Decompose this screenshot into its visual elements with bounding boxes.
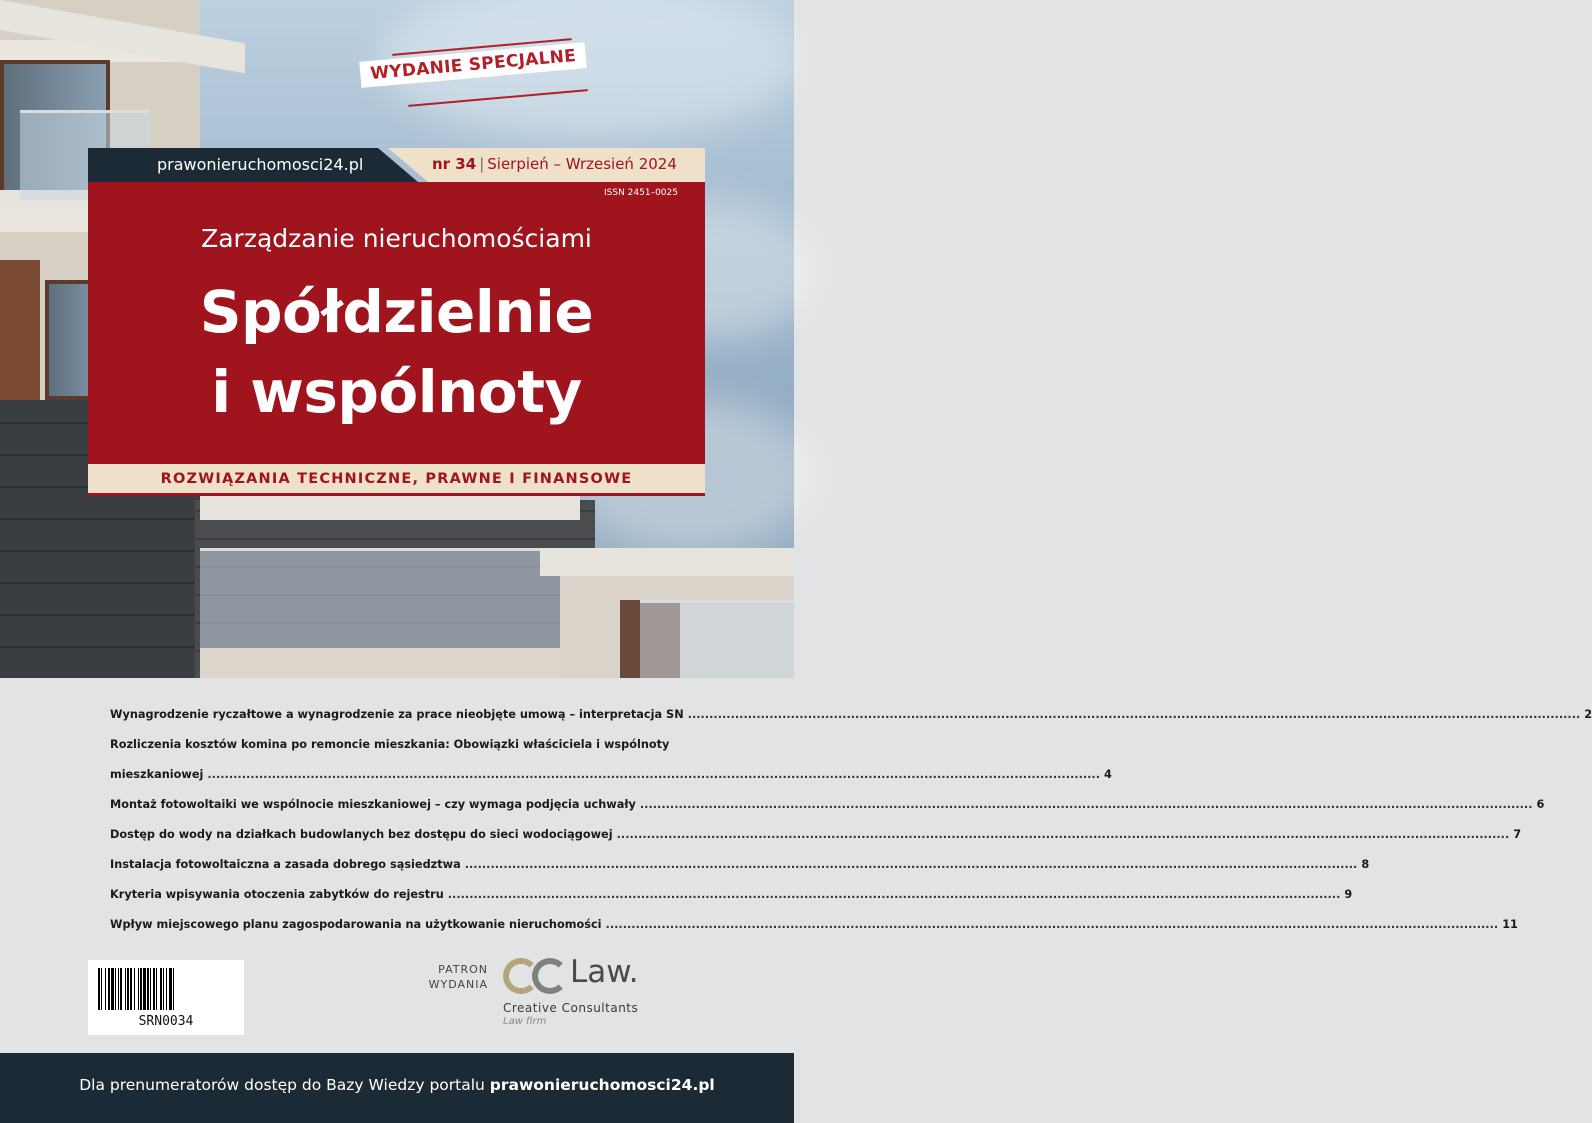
issue-number: nr 34	[432, 155, 477, 173]
special-edition-badge: WYDANIE SPECJALNE	[359, 42, 587, 88]
logo-law: Law.	[570, 954, 639, 990]
toc-title: Instalacja fotowoltaiczna a zasada dobrego sąsiedztwa	[110, 858, 461, 871]
toc-title: Wynagrodzenie ryczałtowe a wynagrodzenie za prace nieobjęte umową – interpretacja SN	[110, 708, 684, 721]
toc-leader	[640, 790, 1533, 820]
patron-label-line2: WYDANIA	[428, 978, 488, 991]
logo-c-icon	[532, 958, 568, 994]
toc-leader	[688, 700, 1581, 730]
toc-item[interactable]	[110, 880, 1353, 910]
toc-title: Dostęp do wody na działkach budowlanych bez dostępu do sieci wodociągowej	[110, 828, 613, 841]
toc-leader	[448, 880, 1341, 910]
toc-item[interactable]	[110, 910, 1518, 940]
barcode	[88, 960, 244, 1035]
toc-item[interactable]	[110, 850, 1370, 880]
toc-leader	[465, 850, 1358, 880]
issue-separator: |	[479, 155, 485, 173]
toc-page: 8	[1361, 858, 1370, 871]
issn: ISSN 2451–0025	[604, 188, 678, 198]
table-of-contents	[110, 700, 1592, 940]
toc-page: 11	[1502, 918, 1518, 931]
patron-label	[418, 962, 488, 992]
toc-page: 4	[1104, 768, 1112, 781]
footer-link[interactable]: prawonieruchomosci24.pl	[489, 1076, 715, 1094]
issue-info	[432, 155, 677, 173]
toc-item[interactable]	[110, 730, 684, 760]
logo-firm-name: Creative Consultants	[503, 1001, 639, 1015]
toc-title: Kryteria wpisywania otoczenia zabytków do rejestru	[110, 888, 444, 901]
toc-item[interactable]	[110, 790, 1545, 820]
toc-leader	[617, 820, 1510, 850]
kicker: Zarządzanie nieruchomościami	[201, 224, 592, 253]
toc-page: 6	[1536, 798, 1545, 811]
magazine-title-line2: i wspólnoty	[211, 358, 582, 426]
barcode-text: SRN0034	[138, 1014, 194, 1029]
magazine-title-line1: Spółdzielnie	[199, 278, 594, 346]
site-name: prawonieruchomosci24.pl	[157, 155, 364, 174]
patron-label-line1: PATRON	[438, 963, 488, 976]
barcode-stripe	[174, 968, 176, 1010]
toc-leader	[207, 760, 1100, 790]
toc-page: 7	[1513, 828, 1522, 841]
logo-tagline: Law firm	[503, 1016, 547, 1027]
toc-item[interactable]	[110, 700, 1592, 730]
toc-title: Wpływ miejscowego planu zagospodarowania na użytkowanie nieruchomości	[110, 918, 602, 931]
toc-leader	[606, 910, 1499, 940]
footer-message: Dla prenumeratorów dostęp do Bazy Wiedzy portalu	[79, 1076, 490, 1094]
footer-text	[0, 1076, 794, 1094]
toc-item[interactable]	[110, 820, 1522, 850]
toc-title: Rozliczenia kosztów komina po remoncie mieszkania: Obowiązki właściciela i wspólnoty	[110, 738, 670, 751]
subtitle: ROZWIĄZANIA TECHNICZNE, PRAWNE I FINANSOWE	[160, 471, 633, 487]
barcode-bars	[98, 968, 234, 1010]
issue-date: Sierpień – Wrzesień 2024	[487, 155, 677, 173]
toc-page: 9	[1344, 888, 1353, 901]
toc-page: 2	[1584, 708, 1592, 721]
toc-item[interactable]	[110, 760, 1112, 790]
toc-title: mieszkaniowej	[110, 768, 204, 781]
toc-title: Montaż fotowoltaiki we wspólnocie mieszkaniowej – czy wymaga podjęcia uchwały	[110, 798, 636, 811]
